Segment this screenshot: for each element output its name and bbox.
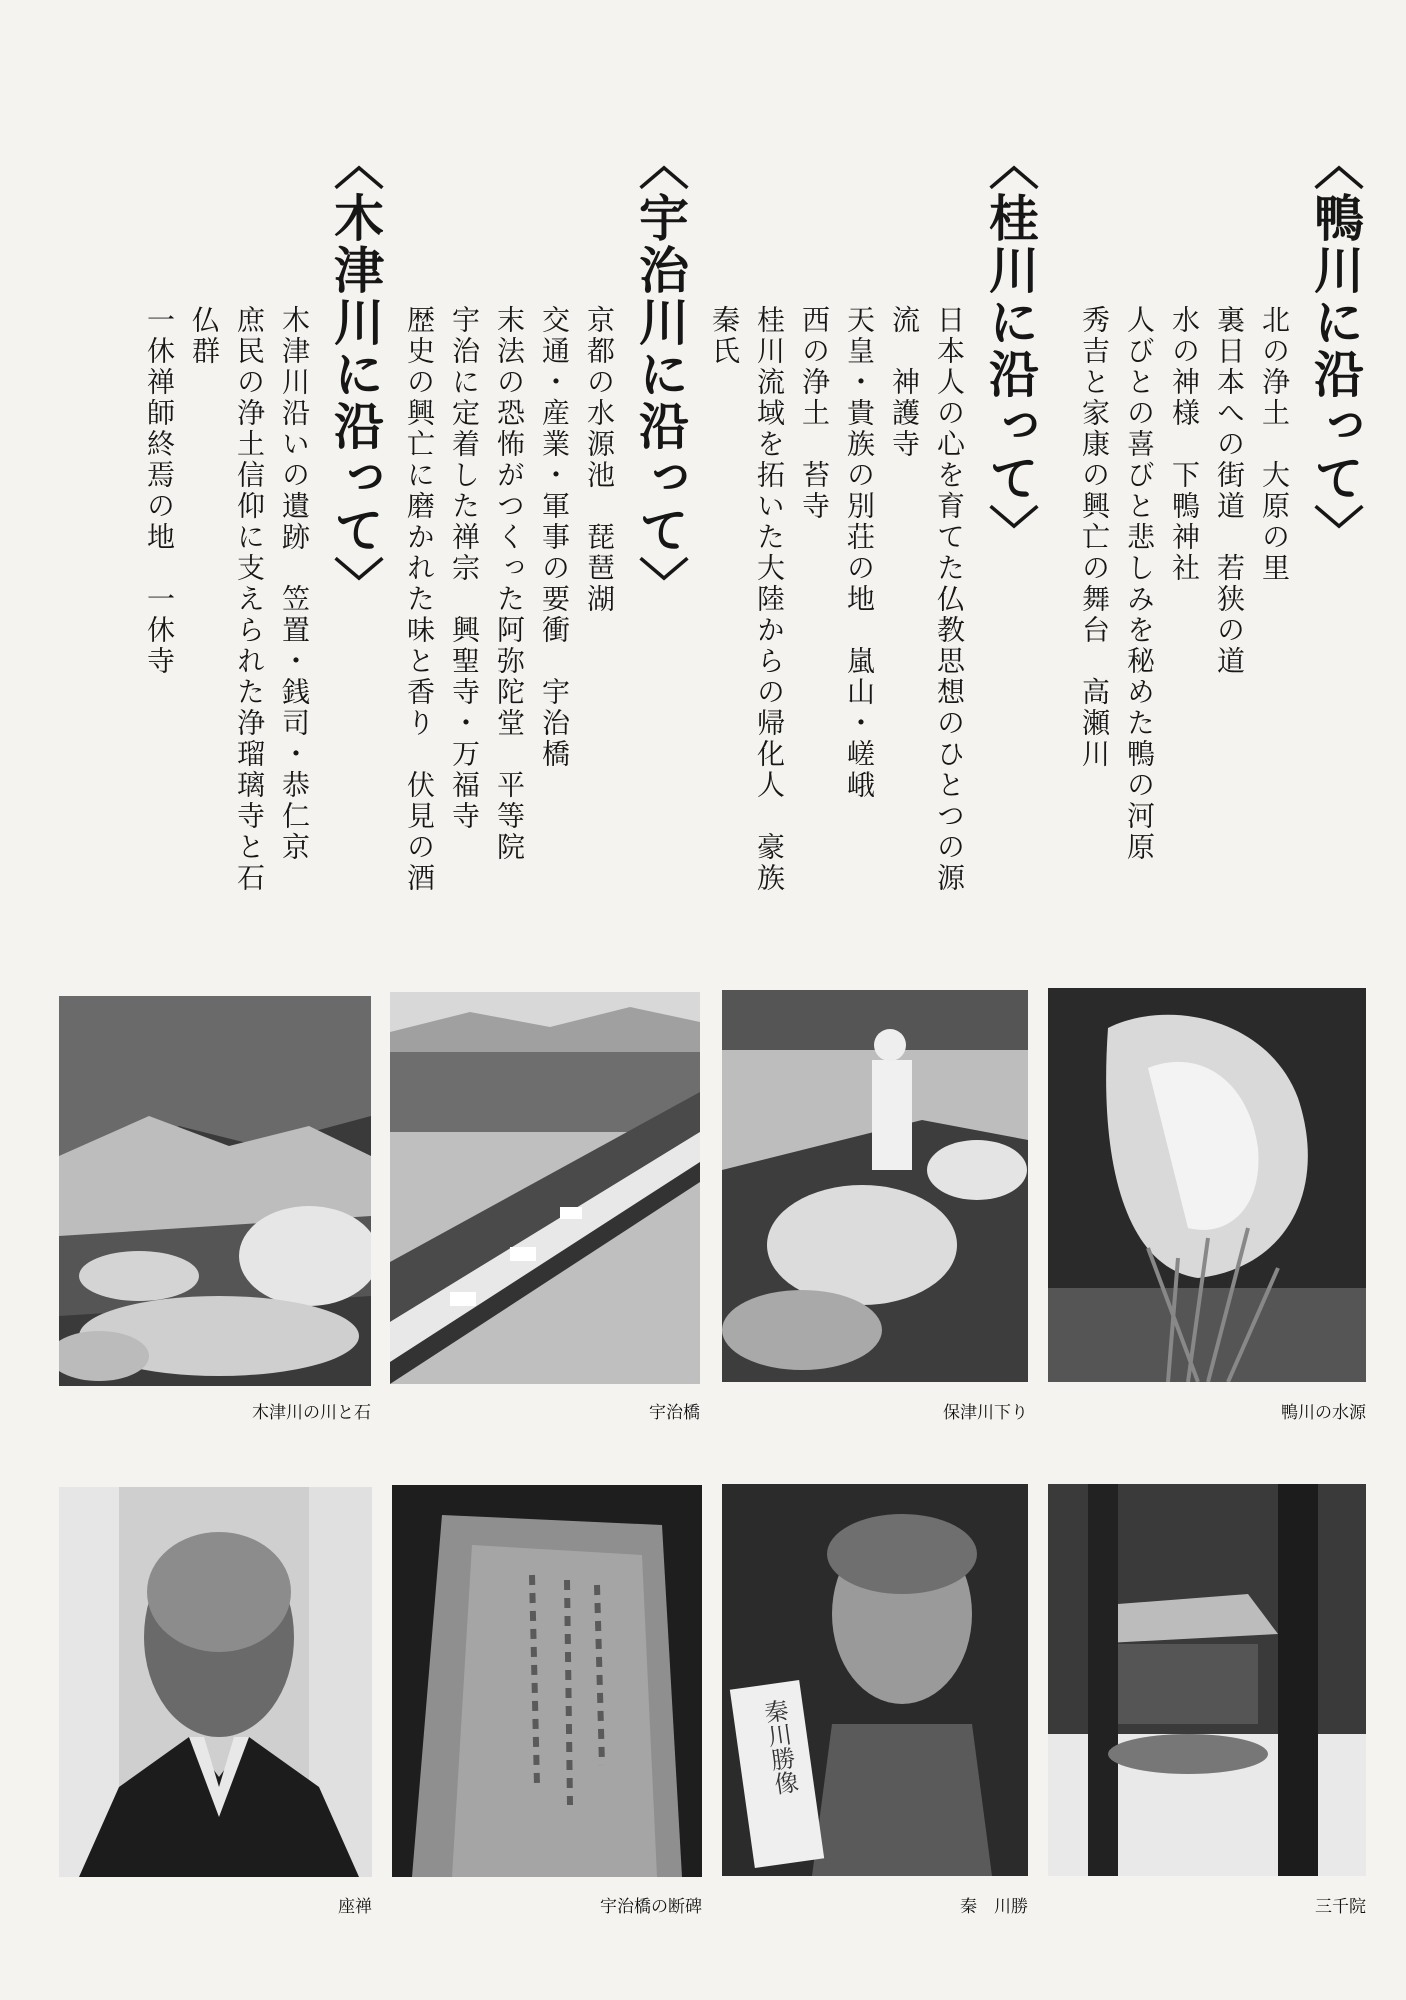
kizugawa-line-1: 木津川沿いの遺跡 笠置・銭司・恭仁京 (278, 305, 311, 863)
photo-kamogawa-source (1048, 988, 1366, 1382)
caption-sanzenin: 三千院 (1315, 1897, 1366, 1917)
ujigawa-line-2: 交通・産業・軍事の要衝 宇治橋 (538, 305, 571, 770)
section-heading-katsuragawa: 〈桂川に沿って〉 (981, 140, 1040, 556)
caption-zazen: 座禅 (338, 1897, 372, 1917)
kizugawa-line-4: 一休禅師終焉の地 一休寺 (143, 305, 176, 677)
katsuragawa-line-4: 西の浄土 苔寺 (798, 305, 831, 522)
photo-uji-bridge (390, 992, 700, 1384)
katsuragawa-line-3: 天皇・貴族の別荘の地 嵐山・嵯峨 (843, 305, 876, 801)
section-heading-ujigawa: 〈宇治川に沿って〉 (631, 140, 690, 608)
katsuragawa-line-6: 秦氏 (708, 305, 741, 367)
katsuragawa-line-2: 流 神護寺 (888, 305, 921, 460)
kamogawa-line-4: 人びとの喜びと悲しみを秘めた鴨の河原 (1123, 305, 1156, 863)
caption-uji-stele: 宇治橋の断碑 (600, 1897, 702, 1917)
kizugawa-line-3: 仏群 (188, 305, 221, 367)
photo-uji-bridge-stele (392, 1485, 702, 1877)
ujigawa-line-3: 末法の恐怖がつくった阿弥陀堂 平等院 (493, 305, 526, 863)
photo-hata-kawakatsu-statue (722, 1484, 1028, 1876)
katsuragawa-line-1: 日本人の心を育てた仏教思想のひとつの源 (933, 305, 966, 894)
statue-sign: 秦川勝像 (758, 1697, 800, 1797)
photo-sanzenin (1048, 1484, 1366, 1876)
caption-hozugawa: 保津川下り (943, 1403, 1028, 1423)
kamogawa-line-3: 水の神様 下鴨神社 (1168, 305, 1201, 584)
ujigawa-line-5: 歴史の興亡に磨かれた味と香り 伏見の酒 (403, 305, 436, 894)
section-heading-kamogawa: 〈鴨川に沿って〉 (1306, 140, 1365, 556)
ujigawa-line-4: 宇治に定着した禅宗 興聖寺・万福寺 (448, 305, 481, 832)
photo-zazen-monk (59, 1487, 372, 1877)
ujigawa-line-1: 京都の水源池 琵琶湖 (583, 305, 616, 615)
kamogawa-line-5: 秀吉と家康の興亡の舞台 高瀬川 (1078, 305, 1111, 770)
photo-kizugawa-river-stones (59, 996, 371, 1386)
caption-kizugawa: 木津川の川と石 (252, 1403, 371, 1423)
caption-kamogawa: 鴨川の水源 (1281, 1403, 1366, 1423)
photo-hozugawa-boat-ride (722, 990, 1028, 1382)
caption-hata-kawakatsu: 秦 川勝 (960, 1897, 1028, 1917)
kamogawa-line-2: 裏日本への街道 若狭の道 (1213, 305, 1246, 677)
kizugawa-line-2: 庶民の浄土信仰に支えられた浄瑠璃寺と石 (233, 305, 266, 894)
katsuragawa-line-5: 桂川流域を拓いた大陸からの帰化人 豪族 (753, 305, 786, 894)
kamogawa-line-1: 北の浄土 大原の里 (1258, 305, 1291, 584)
caption-uji-bridge: 宇治橋 (649, 1403, 700, 1423)
section-heading-kizugawa: 〈木津川に沿って〉 (326, 140, 385, 608)
